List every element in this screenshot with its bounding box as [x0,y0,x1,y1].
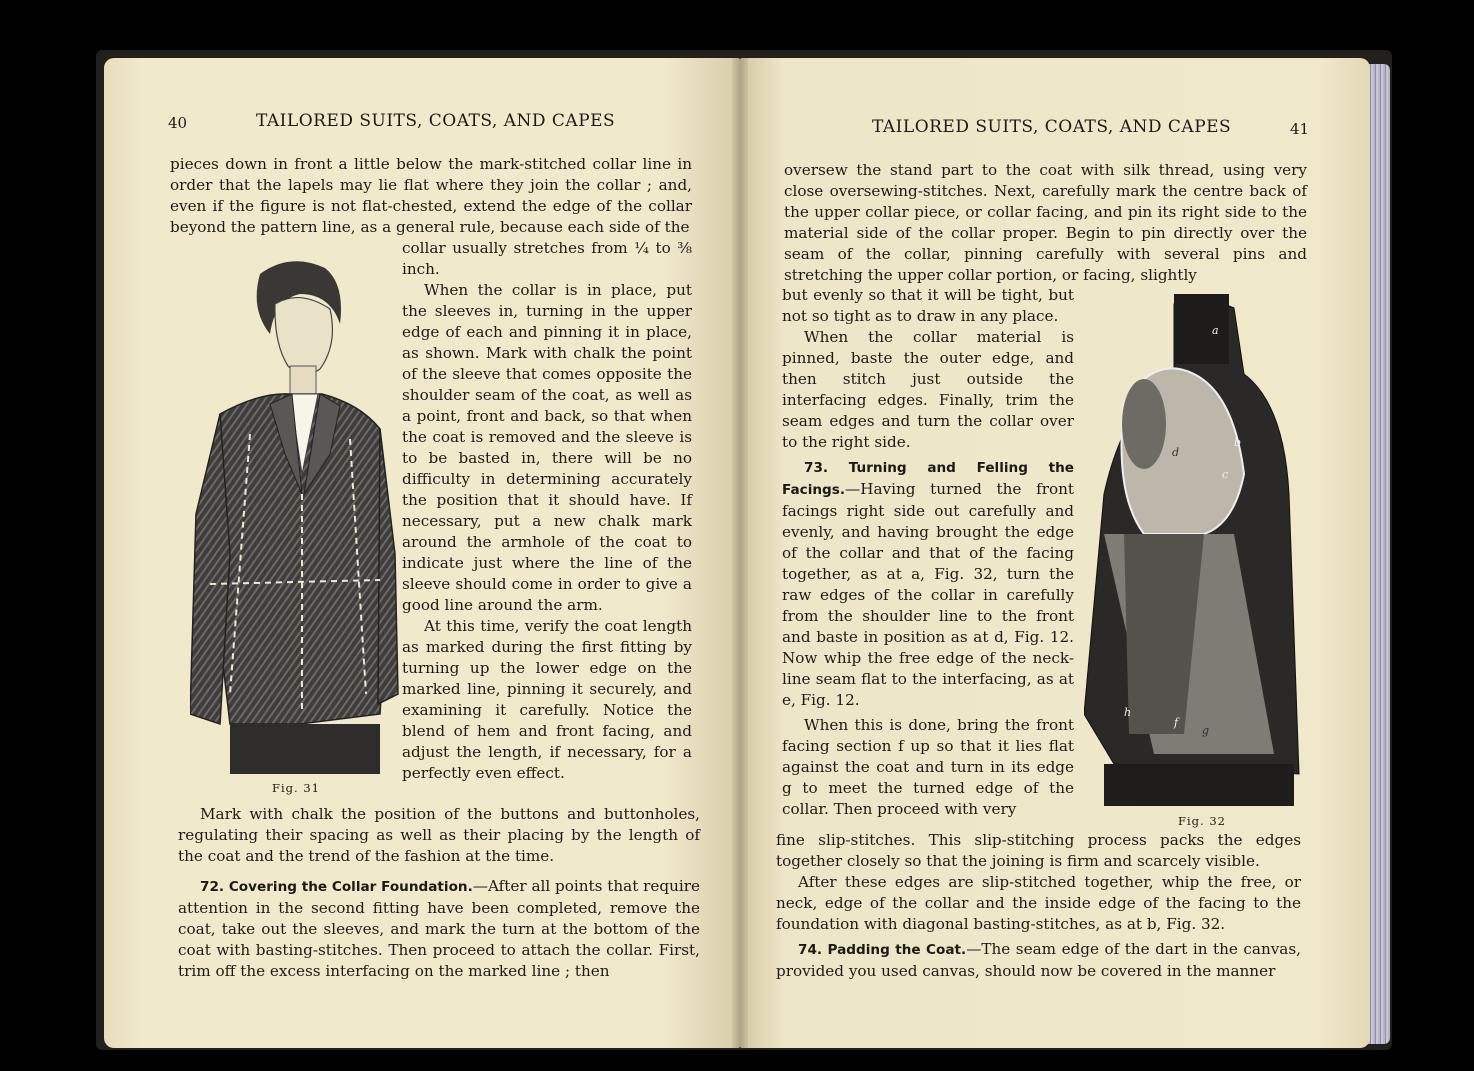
bottom-text [776,830,1301,982]
paragraph: After these edges are slip-stitched together, whip the free, or neck, edge of the collar and the inside edge of the facing to the foundation with diagonal basting-stitches, as at b, Fig. 32. [776,873,1301,933]
section-74 [776,939,1301,982]
section-72 [178,876,700,982]
left-column-text [402,238,692,784]
fig-31-caption: Fig. 31 [272,781,320,795]
figure-letter: f [1174,716,1179,729]
paragraph: When the collar material is pinned, baste the outer edge, and then stitch just outside the interfacing edges. Finally, trim the seam edges and turn the collar over to the right side. [782,328,1074,451]
running-head: TAILORED SUITS, COATS, AND CAPES [872,117,1232,137]
book-gutter [732,58,748,1048]
paragraph: fine slip-stitches. This slip-stitching process packs the edges together closely so that the joining is firm and scarcely visible. [776,831,1301,870]
section-heading: 72. Covering the Collar Foundation. [200,879,473,895]
paragraph: collar usually stretches from ¼ to ⅜ inch. [402,239,692,278]
paragraph: When this is done, bring the front facing section f up so that it lies flat against the coat and turn in its edge g to meet the turned edge of the collar. Then proceed with very [782,716,1074,818]
paragraph: but evenly so that it will be tight, but not so tight as to draw in any place. [782,286,1074,325]
top-text: oversew the stand part to the coat with silk thread, using very close oversewing-stitches. Next, carefully mark the centre back of the upper collar piece, or collar facing, and pin its right side to the material side of the collar proper. Begin to pin directly over the seam of the collar, pinning carefully with several pins and stretching the upper collar portion, or facing, slightly [784,161,1307,284]
fig-31-illustration [190,254,400,774]
page-number: 40 [168,114,188,132]
page-edges [1368,64,1390,1044]
section-text: —Having turned the front facings right side out carefully and evenly, and having brought the edge of the collar and that of the facing together, as at a, Fig. 32, turn the raw edges of the collar in carefully from the shoulder line to the front and baste in position as at d, Fig. 12. Now whip the free edge of the neck-line seam flat to the interfacing, as at e, Fig. 12. [782,480,1074,709]
section-text: —After all points that require attention in the second fitting have been completed, remove the coat, take out the sleeves, and mark the turn at the bottom of the coat with basting-stitches. Then proceed to attach the collar. First, trim off the excess interfacing on the marked line ; then [178,877,701,980]
intro-text: pieces down in front a little below the mark-stitched collar line in order that the lapels may lie flat where they join the collar ; and, even if the figure is not flat-chested, extend the edge of the collar beyond the pattern line, as a general rule, because each side of the [170,155,692,236]
right-page [740,58,1370,1048]
paragraph: When the collar is in place, put the sleeves in, turning in the upper edge of each and pinning it in place, as shown. Mark with chalk the point of the sleeve that comes opposite the shoulder seam of the coat, as well as a point, front and back, so that when the coat is removed and the sleeve is to be basted in, there will be no difficulty in determining accurately the position that it should have. If necessary, put a new chalk mark around the armhole of the coat to indicate just where the line of the sleeve should come in order to give a good line around the arm. [402,281,692,614]
section-73 [782,457,1074,711]
figure-letter: g [1202,724,1210,737]
right-column-text [782,285,1074,820]
left-page [104,58,740,1048]
section-heading: 73. Turning and Felling the Facings. [782,460,1074,498]
figure-letter: c [1222,468,1229,481]
figure-letter: h [1124,706,1132,719]
section-heading: 74. Padding the Coat. [798,942,967,958]
running-head: TAILORED SUITS, COATS, AND CAPES [256,111,616,131]
paragraph: At this time, verify the coat length as marked during the first fitting by turning up the lower edge on the marked line, pinning it securely, and examining it carefully. Notice the blend of hem and front facing, and adjust the length, if necessary, for a perfectly even effect. [402,617,692,782]
paragraph [178,876,700,982]
fig-32-illustration [1084,294,1306,806]
paragraph-buttons [178,804,700,867]
section-text: —The seam edge of the dart in the canvas, provided you used canvas, should now be covered in the manner [776,940,1301,980]
figure-letter: b [1234,436,1242,449]
figure-letter: d [1172,446,1180,459]
figure-letter: a [1212,324,1219,337]
paragraph: Mark with chalk the position of the buttons and buttonholes, regulating their spacing as well as their placing by the length of the coat and the trend of the fashion at the time. [178,805,700,865]
page-number: 41 [1290,120,1310,138]
fig-32-caption: Fig. 32 [1178,814,1226,828]
